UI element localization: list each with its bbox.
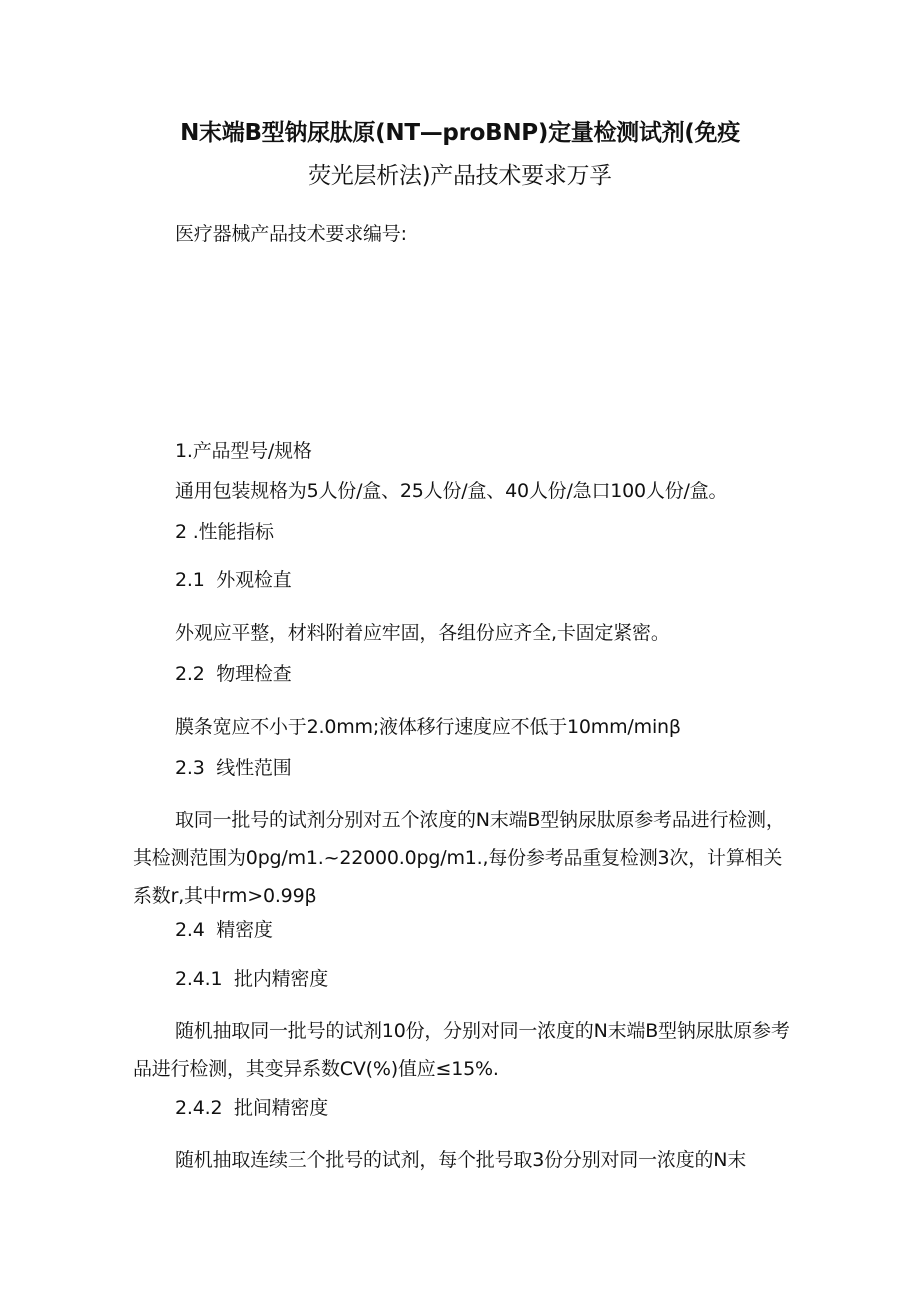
section-2-3-text: 取同一批号的试剂分别对五个浓度的N末端B型钠尿肽原参考品进行检测，其检测范围为0pg∕m1.~22000.0pg∕m1.,每份参考品重复检测3次，计算相关系数r,其中rm>0.99β — [133, 809, 785, 907]
section-2-2-text: 膜条宽应不小于2.0mm;液体移行速度应不低于10mm∕minβ — [175, 716, 681, 738]
section-2-4-1-heading: 2.4.1 批内精密度 — [175, 968, 329, 990]
section-1-heading: 1.产品型号/规格 — [175, 440, 312, 462]
section-2-2-heading: 2.2 物理检查 — [175, 663, 292, 685]
document-title-line-1: N末端B型钠尿肽原(NT—proBNP)定量检测试剂(免疫 — [180, 120, 740, 146]
section-2-4-heading: 2.4 精密度 — [175, 919, 273, 941]
section-2-heading: 2 .性能指标 — [175, 521, 274, 543]
document-title-line-2: 荧光层析法)产品技术要求万孚 — [308, 163, 612, 189]
section-2-1-heading: 2.1 外观检直 — [175, 569, 292, 591]
section-1-text: 通用包装规格为5人份/盒、25人份/盒、40人份/急口100人份/盒。 — [175, 480, 728, 502]
section-2-4-2-heading: 2.4.2 批间精密度 — [175, 1097, 329, 1119]
section-2-4-1-text: 随机抽取同一批号的试剂10份，分别对同一浓度的N末端B型钠尿肽原参考品进行检测，其变异系数CV(%)值应≤15%. — [133, 1020, 790, 1080]
section-2-3-heading: 2.3 线性范围 — [175, 757, 292, 779]
section-2-1-text: 外观应平整，材料附着应牢固，各组份应齐全,卡固定紧密。 — [175, 622, 670, 644]
document-number-label: 医疗器械产品技术要求编号: — [175, 223, 407, 245]
section-2-4-2-text: 随机抽取连续三个批号的试剂，每个批号取3份分别对同一浓度的N末 — [175, 1149, 747, 1171]
